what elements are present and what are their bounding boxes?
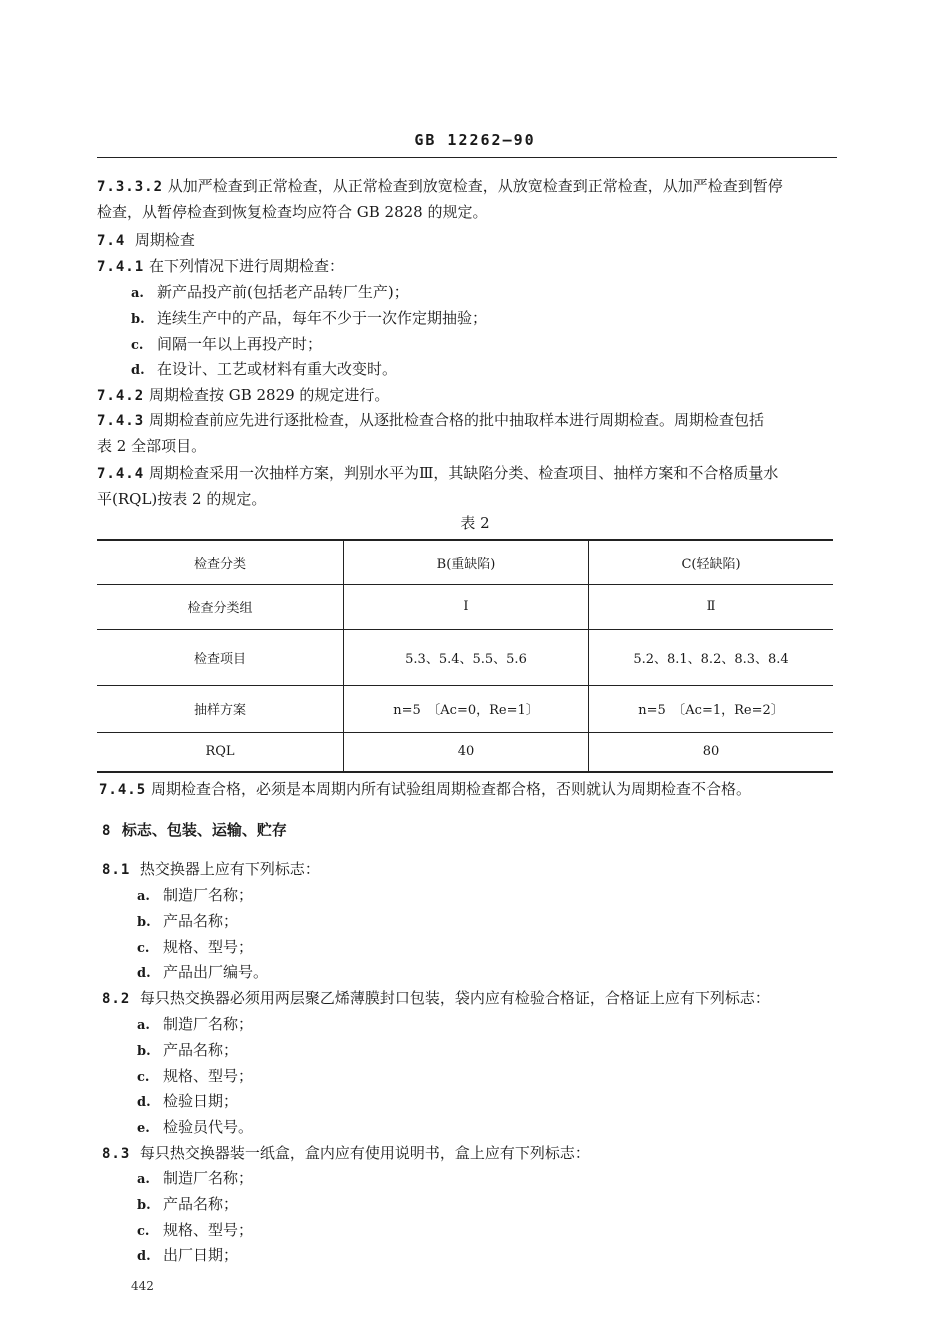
paragraph-text: 周期检查合格，必须是本周期内所有试验组周期检查都合格，否则就认为周期检查不合格。 xyxy=(150,780,751,798)
table-cell: 检查分类 xyxy=(97,540,344,584)
table-row xyxy=(97,540,833,584)
table-row xyxy=(97,629,833,685)
list-text: 连续生产中的产品，每年不少于一次作定期抽验； xyxy=(157,309,488,327)
clause-number: 7.4.3 xyxy=(97,413,145,429)
list-item xyxy=(137,1220,253,1242)
list-item xyxy=(137,1040,238,1062)
list-text: 产品名称； xyxy=(163,1041,239,1059)
clause-number: 8.3 xyxy=(102,1146,131,1162)
paragraph-text: 从加严检查到正常检查，从正常检查到放宽检查，从放宽检查到正常检查，从加严检查到暂停 xyxy=(167,177,783,195)
list-label: d. xyxy=(137,966,151,981)
table-cell: 检查项目 xyxy=(97,629,344,685)
page-header: GB 12262—90 xyxy=(414,131,536,149)
table-cell: RQL xyxy=(97,732,344,772)
list-label: c. xyxy=(137,1070,150,1085)
list-text: 新产品投产前(包括老产品转厂生产)； xyxy=(157,283,409,301)
list-label: d. xyxy=(137,1249,151,1264)
table-cell: n=5 〔Ac=1，Re=2〕 xyxy=(638,703,784,718)
list-label: b. xyxy=(131,312,145,327)
clause-number: 7.4 xyxy=(97,233,126,249)
list-item xyxy=(137,1194,238,1216)
list-text: 产品名称； xyxy=(163,1195,239,1213)
list-label: a. xyxy=(137,1018,150,1033)
paragraph-8-2 xyxy=(102,988,770,1009)
list-label: a. xyxy=(137,1172,150,1187)
list-item xyxy=(131,334,322,356)
clause-number: 8.2 xyxy=(102,991,131,1007)
list-label: e. xyxy=(137,1121,150,1136)
paragraph-text: 在下列情况下进行周期检查： xyxy=(148,257,344,275)
table-row xyxy=(97,685,833,732)
paragraph-text: 周期检查前应先进行逐批检查，从逐批检查合格的批中抽取样本进行周期检查。周期检查包括 xyxy=(148,411,764,429)
list-text: 间隔一年以上再投产时； xyxy=(157,335,323,353)
clause-number: 7.4.1 xyxy=(97,259,145,275)
list-label: a. xyxy=(137,889,150,904)
table-cell: Ⅱ xyxy=(706,599,716,614)
paragraph-text: 每只热交换器必须用两层聚乙烯薄膜封口包装，袋内应有检验合格证，合格证上应有下列标志： xyxy=(139,989,770,1007)
page-number: 442 xyxy=(131,1279,154,1293)
list-text: 检验员代号。 xyxy=(163,1118,254,1136)
list-text: 产品出厂编号。 xyxy=(163,963,269,981)
paragraph-7-4-2 xyxy=(97,385,389,406)
list-label: c. xyxy=(131,338,144,353)
list-text: 在设计、工艺或材料有重大改变时。 xyxy=(157,360,398,378)
list-text: 规格、型号； xyxy=(163,1067,254,1085)
clause-number: 7.4.5 xyxy=(99,782,147,798)
list-item xyxy=(137,937,253,959)
section-title: 周期检查 xyxy=(134,231,195,249)
paragraph-continuation: 表 2 全部项目。 xyxy=(97,437,207,455)
clause-number: 7.4.4 xyxy=(97,466,145,482)
paragraph-text: 周期检查按 GB 2829 的规定进行。 xyxy=(148,386,390,404)
section-8 xyxy=(102,820,287,841)
clause-number: 7.4.2 xyxy=(97,388,145,404)
paragraph-continuation: 平(RQL)按表 2 的规定。 xyxy=(97,490,267,508)
paragraph-text: 每只热交换器装一纸盒，盒内应有使用说明书，盒上应有下列标志： xyxy=(139,1144,590,1162)
table-cell: 40 xyxy=(344,732,589,772)
table-cell: 检查分类组 xyxy=(97,584,344,629)
paragraph-continuation: 检查，从暂停检查到恢复检查均应符合 GB 2828 的规定。 xyxy=(97,203,488,221)
table-cell: 5.3、5.4、5.5、5.6 xyxy=(344,629,589,685)
list-label: b. xyxy=(137,1198,151,1213)
paragraph-7-3-3-2 xyxy=(97,176,783,197)
table-cell: 抽样方案 xyxy=(97,685,344,732)
list-text: 规格、型号； xyxy=(163,938,254,956)
clause-number: 8.1 xyxy=(102,862,131,878)
list-item xyxy=(137,885,253,907)
paragraph-text: 热交换器上应有下列标志： xyxy=(139,860,320,878)
list-text: 规格、型号； xyxy=(163,1221,254,1239)
list-text: 产品名称； xyxy=(163,912,239,930)
list-text: 制造厂名称； xyxy=(163,886,254,904)
paragraph-7-4-5 xyxy=(99,779,751,800)
paragraph-8-3 xyxy=(102,1143,590,1164)
list-text: 制造厂名称； xyxy=(163,1169,254,1187)
paragraph-text: 周期检查采用一次抽样方案，判别水平为Ⅲ，其缺陷分类、检查项目、抽样方案和不合格质量水 xyxy=(148,464,779,482)
paragraph-7-4-1 xyxy=(97,256,344,277)
table-cell: Ⅰ xyxy=(344,584,589,629)
list-text: 制造厂名称； xyxy=(163,1015,254,1033)
list-label: d. xyxy=(137,1095,151,1110)
list-item xyxy=(137,1117,253,1139)
list-label: b. xyxy=(137,1044,151,1059)
list-item xyxy=(137,1091,238,1113)
section-7-4 xyxy=(97,230,195,251)
list-item xyxy=(137,1168,253,1190)
section-title: 标志、包装、运输、贮存 xyxy=(121,821,287,839)
clause-number: 8 xyxy=(102,823,112,839)
list-label: c. xyxy=(137,1224,150,1239)
table-cell: 80 xyxy=(702,744,720,760)
list-text: 检验日期； xyxy=(163,1092,239,1110)
list-item xyxy=(137,962,268,984)
list-item xyxy=(137,1066,253,1088)
table-2 xyxy=(97,539,833,773)
list-item xyxy=(137,911,238,933)
list-item xyxy=(131,359,397,381)
paragraph-7-4-3 xyxy=(97,410,764,431)
table-caption: 表 2 xyxy=(460,514,490,532)
header-rule xyxy=(97,157,837,158)
list-label: a. xyxy=(131,286,144,301)
table-row xyxy=(97,584,833,629)
list-label: b. xyxy=(137,915,151,930)
table-cell: C(轻缺陷) xyxy=(589,540,834,584)
paragraph-7-4-4 xyxy=(97,463,778,484)
table-cell: 5.2、8.1、8.2、8.3、8.4 xyxy=(633,651,789,667)
list-item xyxy=(131,282,409,304)
list-item xyxy=(137,1245,238,1267)
paragraph-8-1 xyxy=(102,859,320,880)
table-cell: B(重缺陷) xyxy=(344,540,589,584)
table-row xyxy=(97,732,833,772)
list-label: d. xyxy=(131,363,145,378)
list-text: 出厂日期； xyxy=(163,1246,239,1264)
clause-number: 7.3.3.2 xyxy=(97,179,164,195)
list-item xyxy=(137,1014,253,1036)
list-label: c. xyxy=(137,941,150,956)
table-cell: n=5 〔Ac=0，Re=1〕 xyxy=(344,685,589,732)
list-item xyxy=(131,308,487,330)
